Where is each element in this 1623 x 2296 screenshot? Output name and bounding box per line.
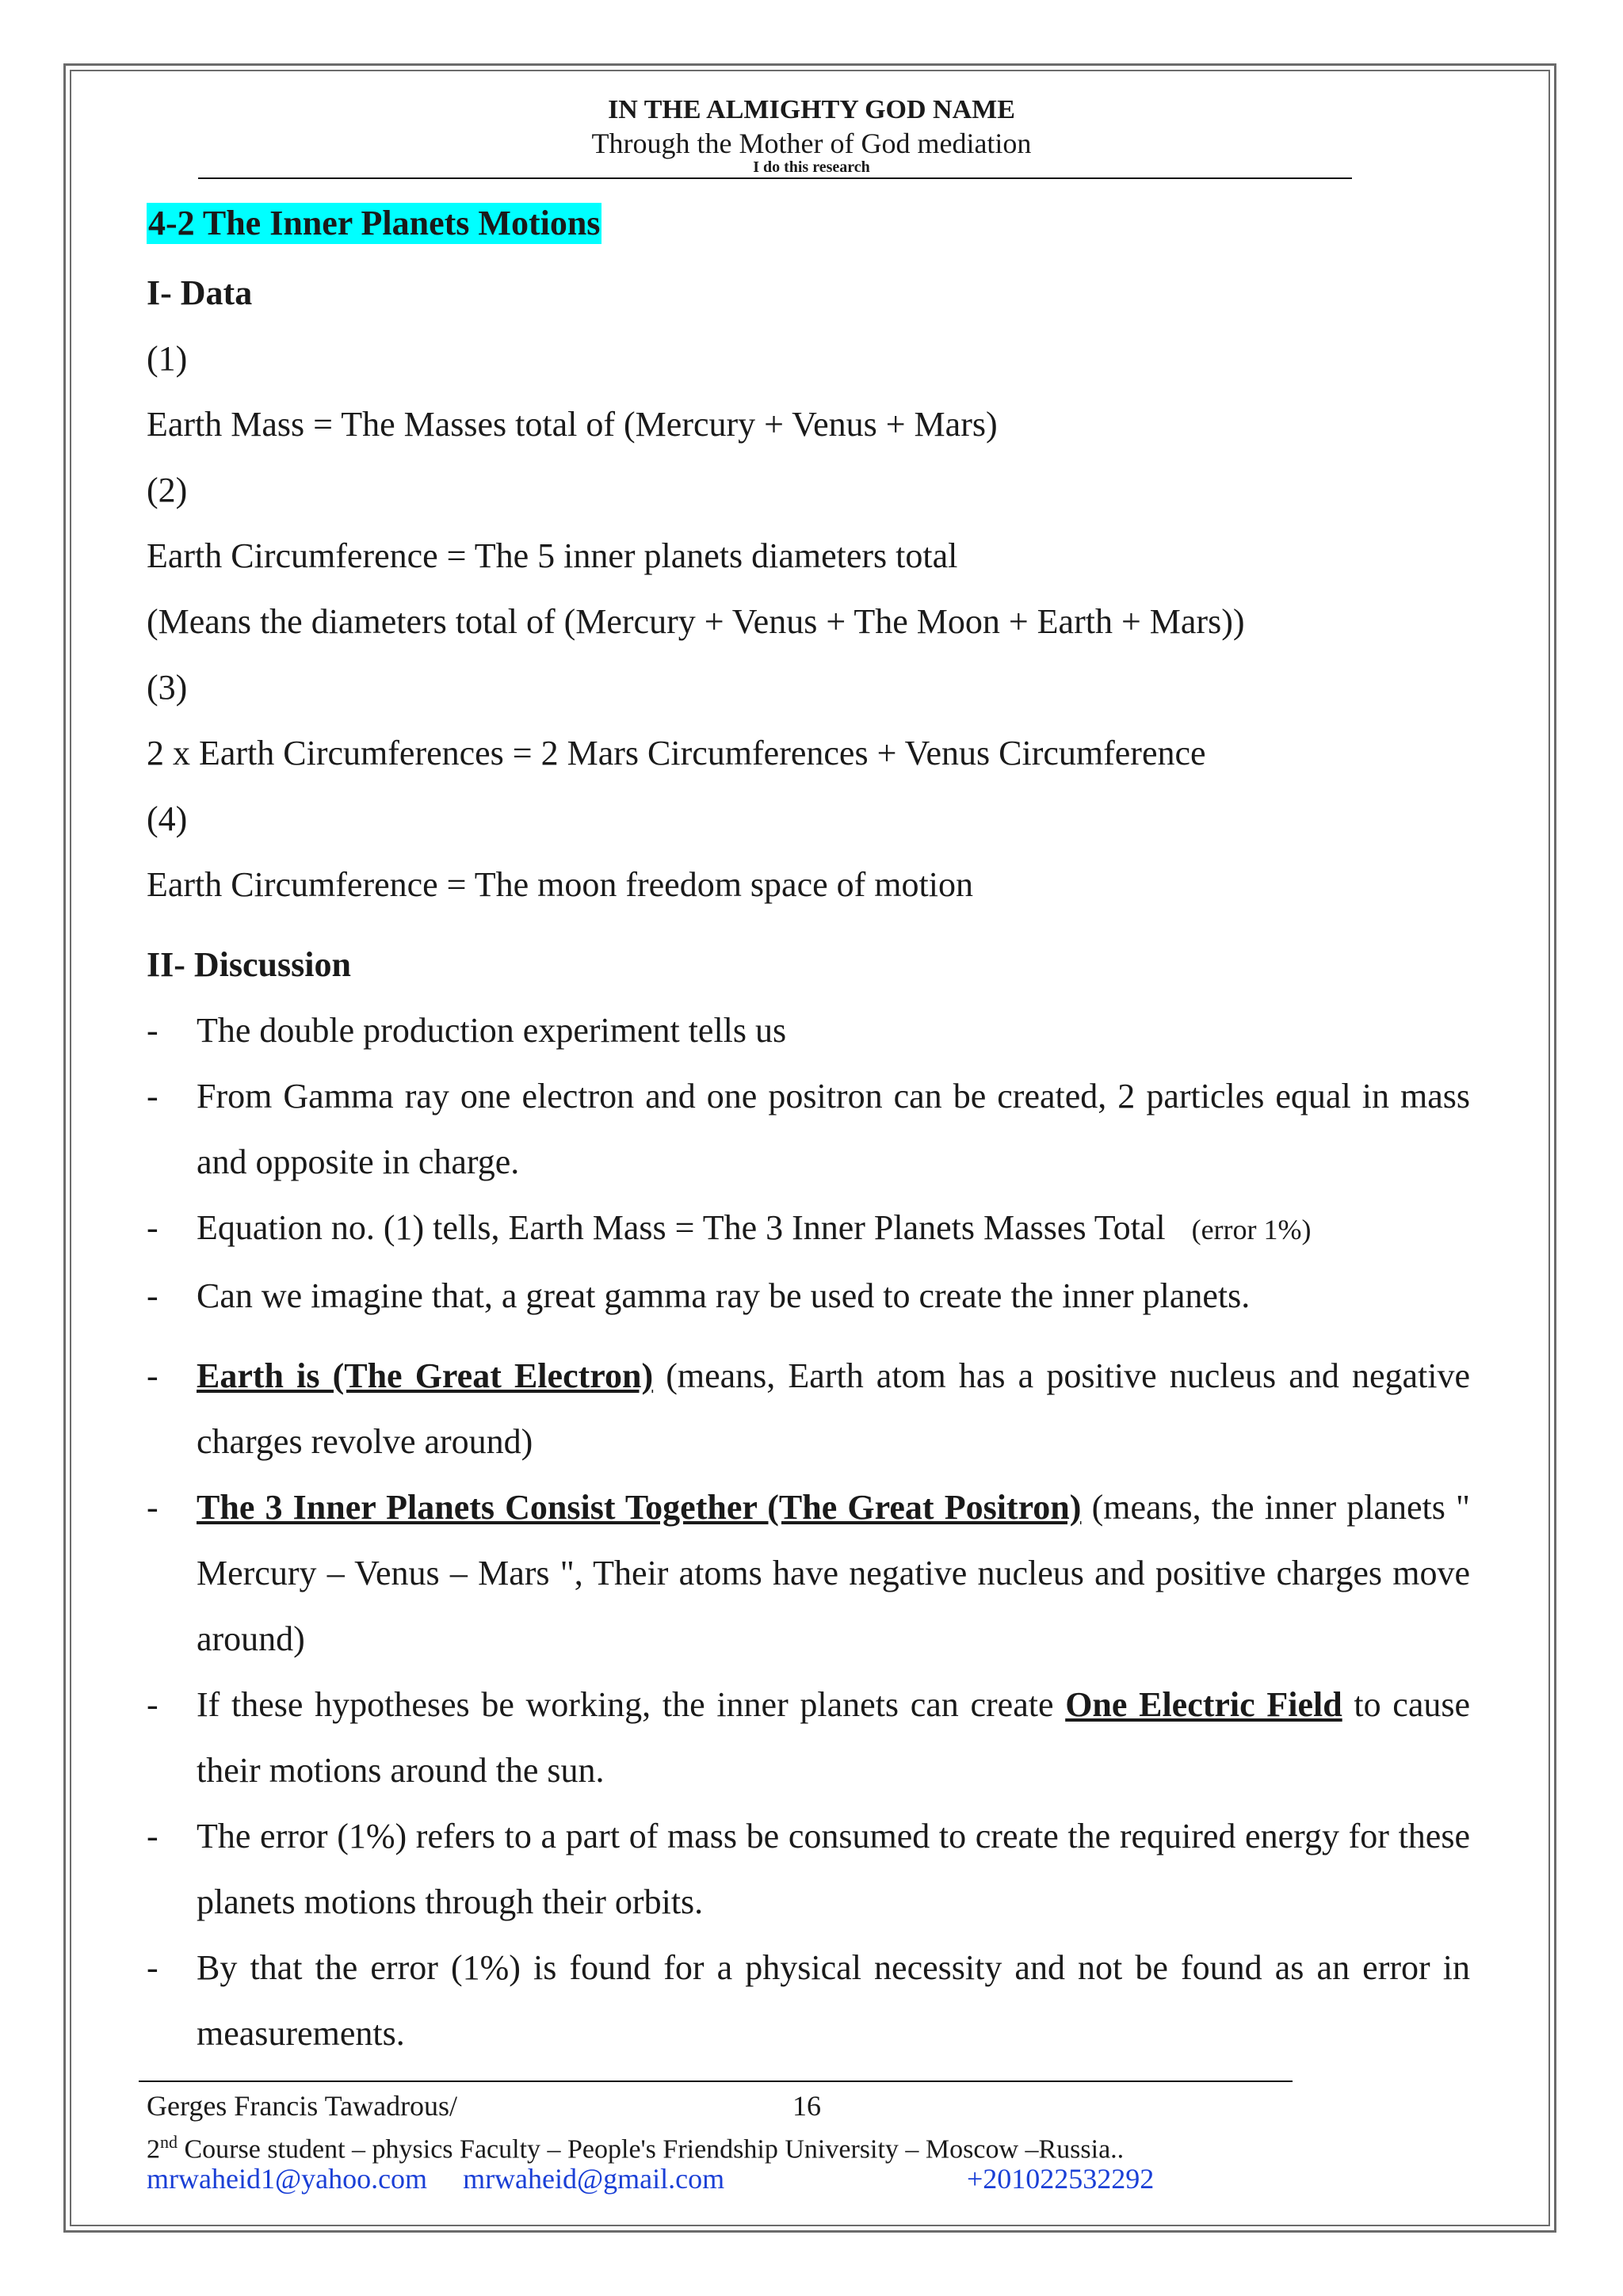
footer-author: Gerges Francis Tawadrous/: [147, 2090, 458, 2122]
list-item: - The double production experiment tells us: [147, 997, 1470, 1063]
course-text: Course student – physics Faculty – People's Friendship University – Moscow –Russia..: [178, 2134, 1125, 2164]
footer-contacts: [147, 2161, 1155, 2196]
course-ordinal: nd: [160, 2132, 178, 2152]
item-number: (2): [147, 471, 188, 509]
emphasis-great-positron: The 3 Inner Planets Consist Together (The Great Positron): [197, 1488, 1082, 1527]
list-item-text: If these hypotheses be working, the inner planets can create: [197, 1685, 1066, 1724]
emphasis-electric-field: One Electric Field: [1065, 1685, 1342, 1724]
item-text-extra: (Means the diameters total of (Mercury + Venus + The Moon + Earth + Mars)): [147, 602, 1245, 641]
item-number: (1): [147, 339, 188, 378]
list-item-text: (means, Earth atom has a positive nucleus and negative charges revolve around): [197, 1356, 1470, 1461]
list-item-text: (means, the inner planets " Mercury – Venus – Mars ", Their atoms have negative nucleus and positive charges move around): [197, 1488, 1470, 1658]
item-text: Earth Circumference = The 5 inner planets diameters total: [147, 536, 958, 575]
footer-rule: [139, 2081, 1293, 2082]
list-item: - From Gamma ray one electron and one positron can be created, 2 particles equal in mass and opposite in charge.: [147, 1063, 1470, 1195]
list-item: [147, 1343, 1470, 1474]
list-item-text: Equation no. (1) tells, Earth Mass = The 3 Inner Planets Masses Total: [197, 1208, 1166, 1247]
item-text: Earth Mass = The Masses total of (Mercury + Venus + Mars): [147, 405, 998, 444]
header-rule: [198, 177, 1352, 179]
item-number: (3): [147, 668, 188, 707]
item-number: (4): [147, 799, 188, 838]
page-title: 4-2 The Inner Planets Motions: [148, 204, 601, 242]
page-number: 16: [792, 2090, 821, 2122]
list-item: [147, 1672, 1470, 1803]
error-note: (error 1%): [1191, 1214, 1312, 1245]
section-heading-discussion: II- Discussion: [147, 945, 351, 984]
item-text: 2 x Earth Circumferences = 2 Mars Circumferences + Venus Circumference: [147, 734, 1206, 772]
header-line-3: I do this research: [753, 158, 870, 176]
email-link-1[interactable]: mrwaheid1@yahoo.com: [147, 2163, 428, 2195]
email-link-2[interactable]: mrwaheid@gmail.com: [463, 2163, 725, 2195]
document-body: [147, 190, 1470, 2066]
discussion-list: [147, 997, 1470, 2066]
course-number: 2: [147, 2134, 160, 2164]
list-item: - Can we imagine that, a great gamma ray be used to create the inner planets.: [147, 1263, 1470, 1329]
item-text: Earth Circumference = The moon freedom space of motion: [147, 865, 973, 904]
list-item: [147, 1195, 1470, 1263]
phone-number: +201022532292: [967, 2163, 1155, 2195]
list-item: - By that the error (1%) is found for a physical necessity and not be found as an error in measurements.: [147, 1935, 1470, 2066]
section-heading-data: I- Data: [147, 273, 253, 312]
header-line-2: Through the Mother of God mediation: [591, 128, 1032, 159]
list-item: - The error (1%) refers to a part of mass be consumed to create the required energy for these planets motions through their orbits.: [147, 1803, 1470, 1935]
list-item: [147, 1474, 1470, 1672]
header-line-1: IN THE ALMIGHTY GOD NAME: [608, 95, 1015, 124]
list-item-text: to cause their motions around the sun.: [197, 1685, 1471, 1790]
emphasis-great-electron: Earth is (The Great Electron): [197, 1356, 654, 1395]
